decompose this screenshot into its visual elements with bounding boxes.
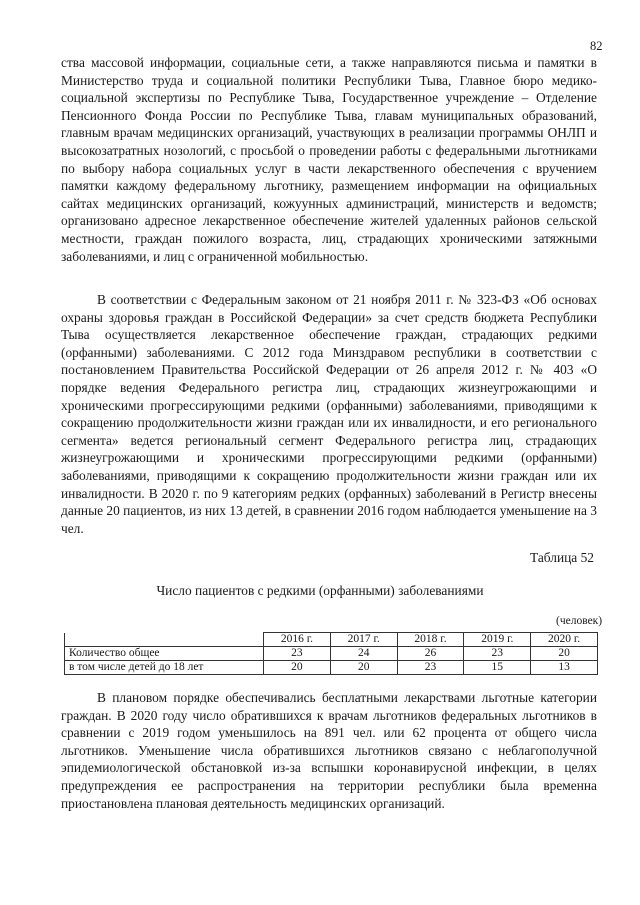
table-cell: 20 [264,661,331,675]
table-header-row [65,633,598,647]
table-header-cell: 2017 г. [330,633,397,647]
table-cell: 20 [330,661,397,675]
page-number: 82 [590,39,603,53]
table-cell: 23 [397,661,464,675]
paragraph-2: В соответствии с Федеральным законом от 21 ноября 2011 г. № 323-ФЗ «Об основах охраны здоровья граждан в Российской Федерации» за счет средств бюджета Республики Тыва осуществляется лекарственное обеспечение граждан, страдающих редкими (орфанными) заболеваниями. С 2012 года Минздравом республики в соответствии с постановлением Правительства Российской Федерации от 26 апреля 2012 г. № 403 «О порядке ведения Федерального регистра лиц, страдающих жизнеугрожающими и хроническими прогрессирующими редкими (орфанными) заболеваниями, приводящими к сокращению продолжительности жизни граждан или их инвалидности, и его регионального сегмента» ведется региональный сегмент Федерального регистра лиц, страдающих жизнеугрожающими и хроническими прогрессирующими редкими (орфанными) заболеваниями, приводящими к сокращению продолжительности жизни граждан или их инвалидности. В 2020 г. по 9 категориям редких (орфанных) заболеваний в Регистр внесены данные 20 пациентов, из них 13 детей, в сравнении 2016 годом наблюдается уменьшение на 3 чел. [61,292,597,536]
table-cell: 24 [330,647,397,661]
table-header-cell: 2020 г. [531,633,598,647]
table-header-blank [65,633,264,647]
table-cell: 23 [264,647,331,661]
table-cell: 13 [531,661,598,675]
paragraph-1: ства массовой информации, социальные сети, а также направляются письма и памятки в Министерство труда и социальной политики Республики Тыва, Главное бюро медико-социальной экспертизы по Республике Тыва, Государственное учреждение – Отделение Пенсионного Фонда России по Республике Тыва, главам муниципальных образований, главным врачам медицинских организаций, участвующих в реализации программы ОНЛП и высокозатратных нозологий, с просьбой о проведении работы с федеральными льготниками по выбору набора социальных услуг в части лекарственного обеспечения с вручением памятки каждому федеральному льготнику, размещением информации на официальных сайтах медицинских организаций, кожуунных администраций, министерств и ведомств; организовано адресное лекарственное обеспечение жителей удаленных районов сельской местности, граждан пожилого возраста, лиц, страдающих хроническими затяжными заболеваниями, и лиц с ограниченной мобильностью. [61,55,597,264]
table-header-cell: 2016 г. [264,633,331,647]
table-unit: (человек) [556,615,603,627]
table-row-label: в том числе детей до 18 лет [65,661,264,675]
table-cell: 23 [464,647,531,661]
table-row [65,661,598,675]
table-cell: 20 [531,647,598,661]
paragraph-3: В плановом порядке обеспечивались бесплатными лекарствами льготные категории граждан. В 2020 году число обратившихся к врачам льготников федеральных льготников в сравнении с 2019 годом уменьшилось на 891 чел. или 62 процента от общего числа льготников. Уменьшение числа обратившихся льготников связано с неблагополучной эпидемиологической обстановкой из-за вспышки коронавирусной инфекции, в целях предупреждения ее распространения на территории республики была временна приостановлена плановая деятельность медицинских организаций. [61,690,597,811]
table-label: Таблица 52 [530,550,594,565]
patients-table [64,632,598,675]
table-caption: Число пациентов с редкими (орфанными) заболеваниями [156,583,484,598]
table-cell: 26 [397,647,464,661]
table-row [65,647,598,661]
table-cell: 15 [464,661,531,675]
table-header-cell: 2019 г. [464,633,531,647]
table-row-label: Количество общее [65,647,264,661]
table-header-cell: 2018 г. [397,633,464,647]
